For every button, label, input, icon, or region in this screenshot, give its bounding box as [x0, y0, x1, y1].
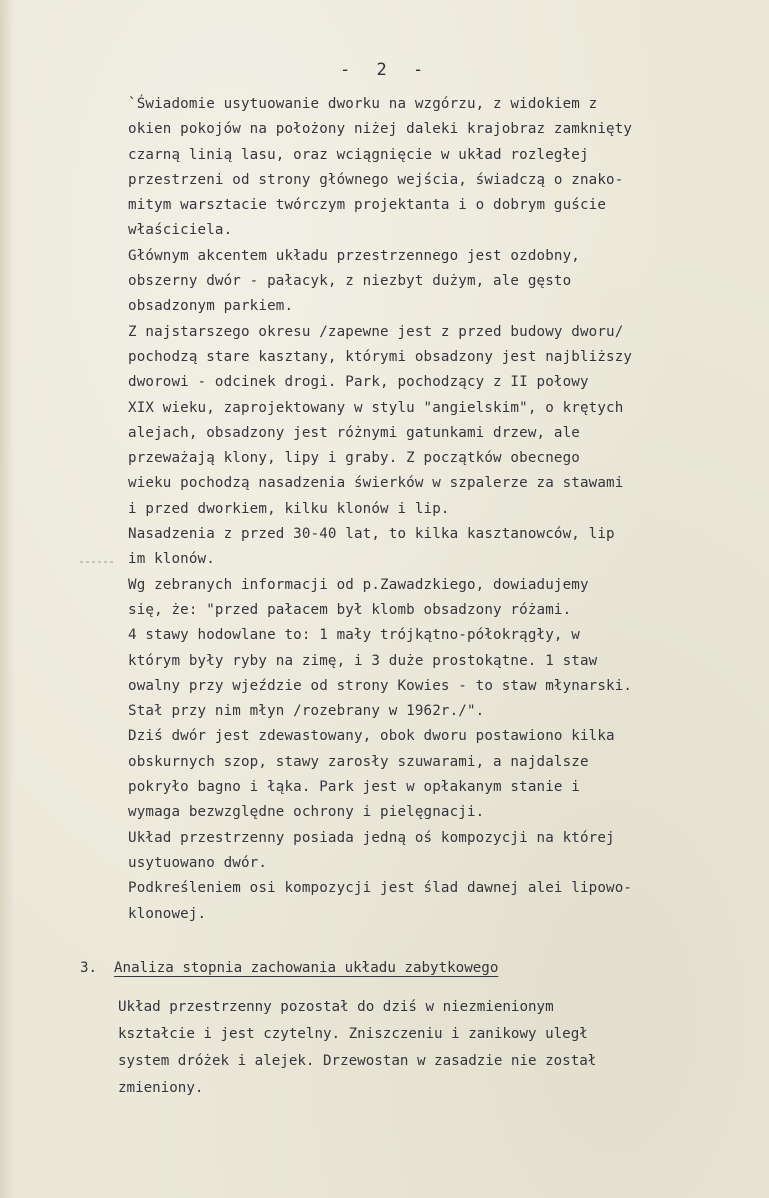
text-line: im klonów.	[128, 551, 215, 568]
section-heading	[80, 960, 680, 976]
text-line: owalny przy wjeździe od strony Kowies - to staw młynarski.	[128, 677, 633, 694]
text-line: Układ przestrzenny pozostał do dziś w niezmienionym	[118, 999, 554, 1015]
text-line: Stał przy nim młyn /rozebrany w 1962r./".	[128, 703, 485, 720]
text-line: kształcie i jest czytelny. Zniszczeniu i zanikowy uległ	[118, 1026, 588, 1042]
text-line: i przed dworkiem, kilku klonów i lip.	[128, 500, 450, 517]
text-line: 4 stawy hodowlane to: 1 mały trójkątno-półokrągły, w	[128, 627, 580, 644]
text-line: pokryło bagno i łąka. Park jest w opłakanym stanie i	[128, 779, 580, 796]
text-line: mitym warsztacie twórczym projektanta i o dobrym guście	[128, 197, 607, 214]
text-line: Dziś dwór jest zdewastowany, obok dworu postawiono kilka	[128, 728, 615, 745]
text-line: okien pokojów na położony niżej daleki krajobraz zamknięty	[128, 121, 633, 138]
text-line: którym były ryby na zimę, i 3 duże prostokątne. 1 staw	[128, 652, 598, 669]
text-line: pochodzą stare kasztany, którymi obsadzony jest najbliższy	[128, 348, 633, 365]
text-line: obsadzonym parkiem.	[128, 298, 294, 315]
text-line: obskurnych szop, stawy zarosły szuwarami, a najdalsze	[128, 753, 589, 770]
section-number: 3.	[80, 960, 98, 976]
margin-mark	[80, 561, 114, 563]
text-line: się, że: "przed pałacem był klomb obsadzony różami.	[128, 601, 572, 618]
section-title: Analiza stopnia zachowania układu zabytkowego	[114, 960, 499, 976]
text-line: alejach, obsadzony jest różnymi gatunkami drzew, ale	[128, 424, 580, 441]
text-line: Z najstarszego okresu /zapewne jest z przed budowy dworu/	[128, 323, 624, 340]
text-line: zmieniony.	[118, 1080, 204, 1096]
text-line: Podkreśleniem osi kompozycji jest ślad dawnej alei lipowo-	[128, 880, 633, 897]
body-text	[128, 92, 738, 927]
text-line: właściciela.	[128, 222, 233, 239]
page-number: - 2 -	[340, 60, 432, 80]
text-line: Wg zebranych informacji od p.Zawadzkiego, dowiadujemy	[128, 576, 589, 593]
text-line: wieku pochodzą nasadzenia świerków w szpalerze za stawami	[128, 475, 624, 492]
text-line: Głównym akcentem układu przestrzennego jest ozdobny,	[128, 247, 580, 264]
text-line: system dróżek i alejek. Drzewostan w zasadzie nie został	[118, 1053, 597, 1069]
text-line: XIX wieku, zaprojektowany w stylu "angielskim", o krętych	[128, 399, 624, 416]
text-line: przeważają klony, lipy i graby. Z początków obecnego	[128, 450, 580, 467]
text-line: obszerny dwór - pałacyk, z niezbyt dużym, ale gęsto	[128, 273, 572, 290]
text-line: Układ przestrzenny posiada jedną oś kompozycji na której	[128, 829, 615, 846]
text-line: dworowi - odcinek drogi. Park, pochodzący z II połowy	[128, 374, 589, 391]
text-line: `Świadomie usytuowanie dworku na wzgórzu, z widokiem z	[128, 96, 598, 112]
text-line: czarną linią lasu, oraz wciągnięcie w układ rozległej	[128, 146, 589, 163]
text-line: klonowej.	[128, 905, 207, 922]
text-line: wymaga bezwzględne ochrony i pielęgnacji.	[128, 804, 485, 821]
text-line: Nasadzenia z przed 30-40 lat, to kilka kasztanowców, lip	[128, 526, 615, 543]
text-line: przestrzeni od strony głównego wejścia, świadczą o znako-	[128, 171, 624, 188]
section-body	[118, 994, 738, 1102]
text-line: usytuowano dwór.	[128, 854, 268, 871]
paper-edge-shadow	[0, 0, 14, 1198]
